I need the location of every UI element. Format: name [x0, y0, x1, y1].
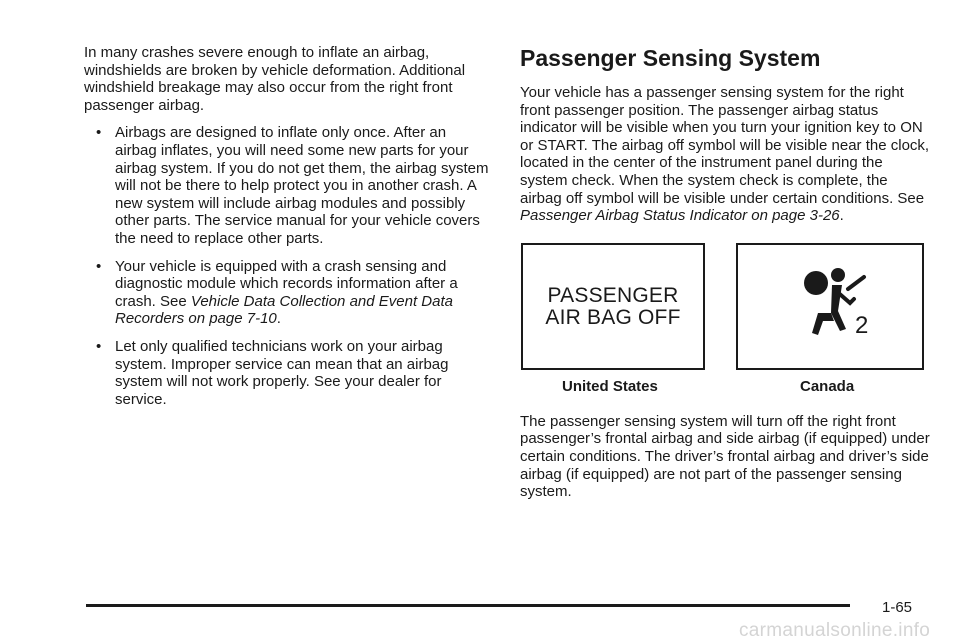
bullet-icon: •: [96, 257, 102, 275]
us-indicator-line2: AIR BAG OFF: [545, 305, 681, 329]
page-number: 1-65: [882, 599, 913, 616]
us-indicator-line1: PASSENGER: [547, 283, 679, 307]
cross-reference-link[interactable]: Vehicle Data Collection and Event Data Recorders on page 7-10: [115, 292, 453, 328]
body-paragraph-2: The passenger sensing system will turn off the right front passenger’s frontal airbag and side airbag (if equipped) under certain conditions. The driver’s frontal airbag and driver’s side airbag (if equipped) are not part of the passenger sensing system.: [520, 412, 930, 501]
list-item: [84, 124, 489, 247]
bullet-text: Airbags are designed to inflate only once. After an airbag inflates, you will need some new parts for your airbag system. If you do not get them, the airbag system will not be there to help protect you in another crash. A new system will include airbag modules and possibly other parts. The service manual for your vehicle covers the need to replace other parts.: [115, 124, 489, 247]
airbag-off-symbol-icon: [798, 267, 878, 347]
canada-symbol-digit: 2: [855, 311, 869, 339]
paragraph-text: Your vehicle has a passenger sensing system for the right front passenger position. The passenger airbag status indicator will be visible when you turn your ignition key to ON or START. The airbag off symbol will be visible near the clock, located in the center of the instrument panel during the system check. When the system check is complete, the airbag off symbol will be visible under certain conditions. See: [520, 84, 930, 207]
canada-figure-caption: Canada: [800, 377, 855, 395]
cross-reference-link[interactable]: Passenger Airbag Status Indicator on page 3-26: [520, 207, 840, 225]
paragraph-text-end: .: [839, 207, 844, 225]
list-item: [84, 338, 489, 408]
us-indicator-figure: [521, 243, 705, 370]
bullet-text: Your vehicle is equipped with a crash sensing and diagnostic module which records information after a crash. See: [115, 257, 458, 310]
us-figure-caption: United States: [562, 377, 658, 395]
indicator-figures: [520, 243, 930, 401]
bullet-list: [84, 124, 489, 408]
body-paragraph: [520, 84, 930, 225]
list-item: [84, 258, 489, 328]
bullet-icon: •: [96, 337, 102, 355]
us-indicator-label: [523, 285, 703, 329]
footer-rule: [86, 604, 850, 607]
left-column: [84, 44, 489, 418]
bullet-text-end: .: [276, 310, 281, 328]
right-column: [520, 44, 930, 501]
section-heading: Passenger Sensing System: [520, 45, 821, 71]
bullet-text: Let only qualified technicians work on your airbag system. Improper service can mean that an airbag system will not work properly. See your dealer for service.: [115, 337, 449, 408]
intro-paragraph: In many crashes severe enough to inflate an airbag, windshields are broken by vehicle deformation. Additional windshield breakage may also occur from the right front passenger airbag.: [84, 44, 466, 114]
bullet-icon: •: [96, 124, 102, 142]
watermark-text: carmanualsonline.info: [739, 620, 931, 641]
canada-indicator-figure: [736, 243, 924, 370]
